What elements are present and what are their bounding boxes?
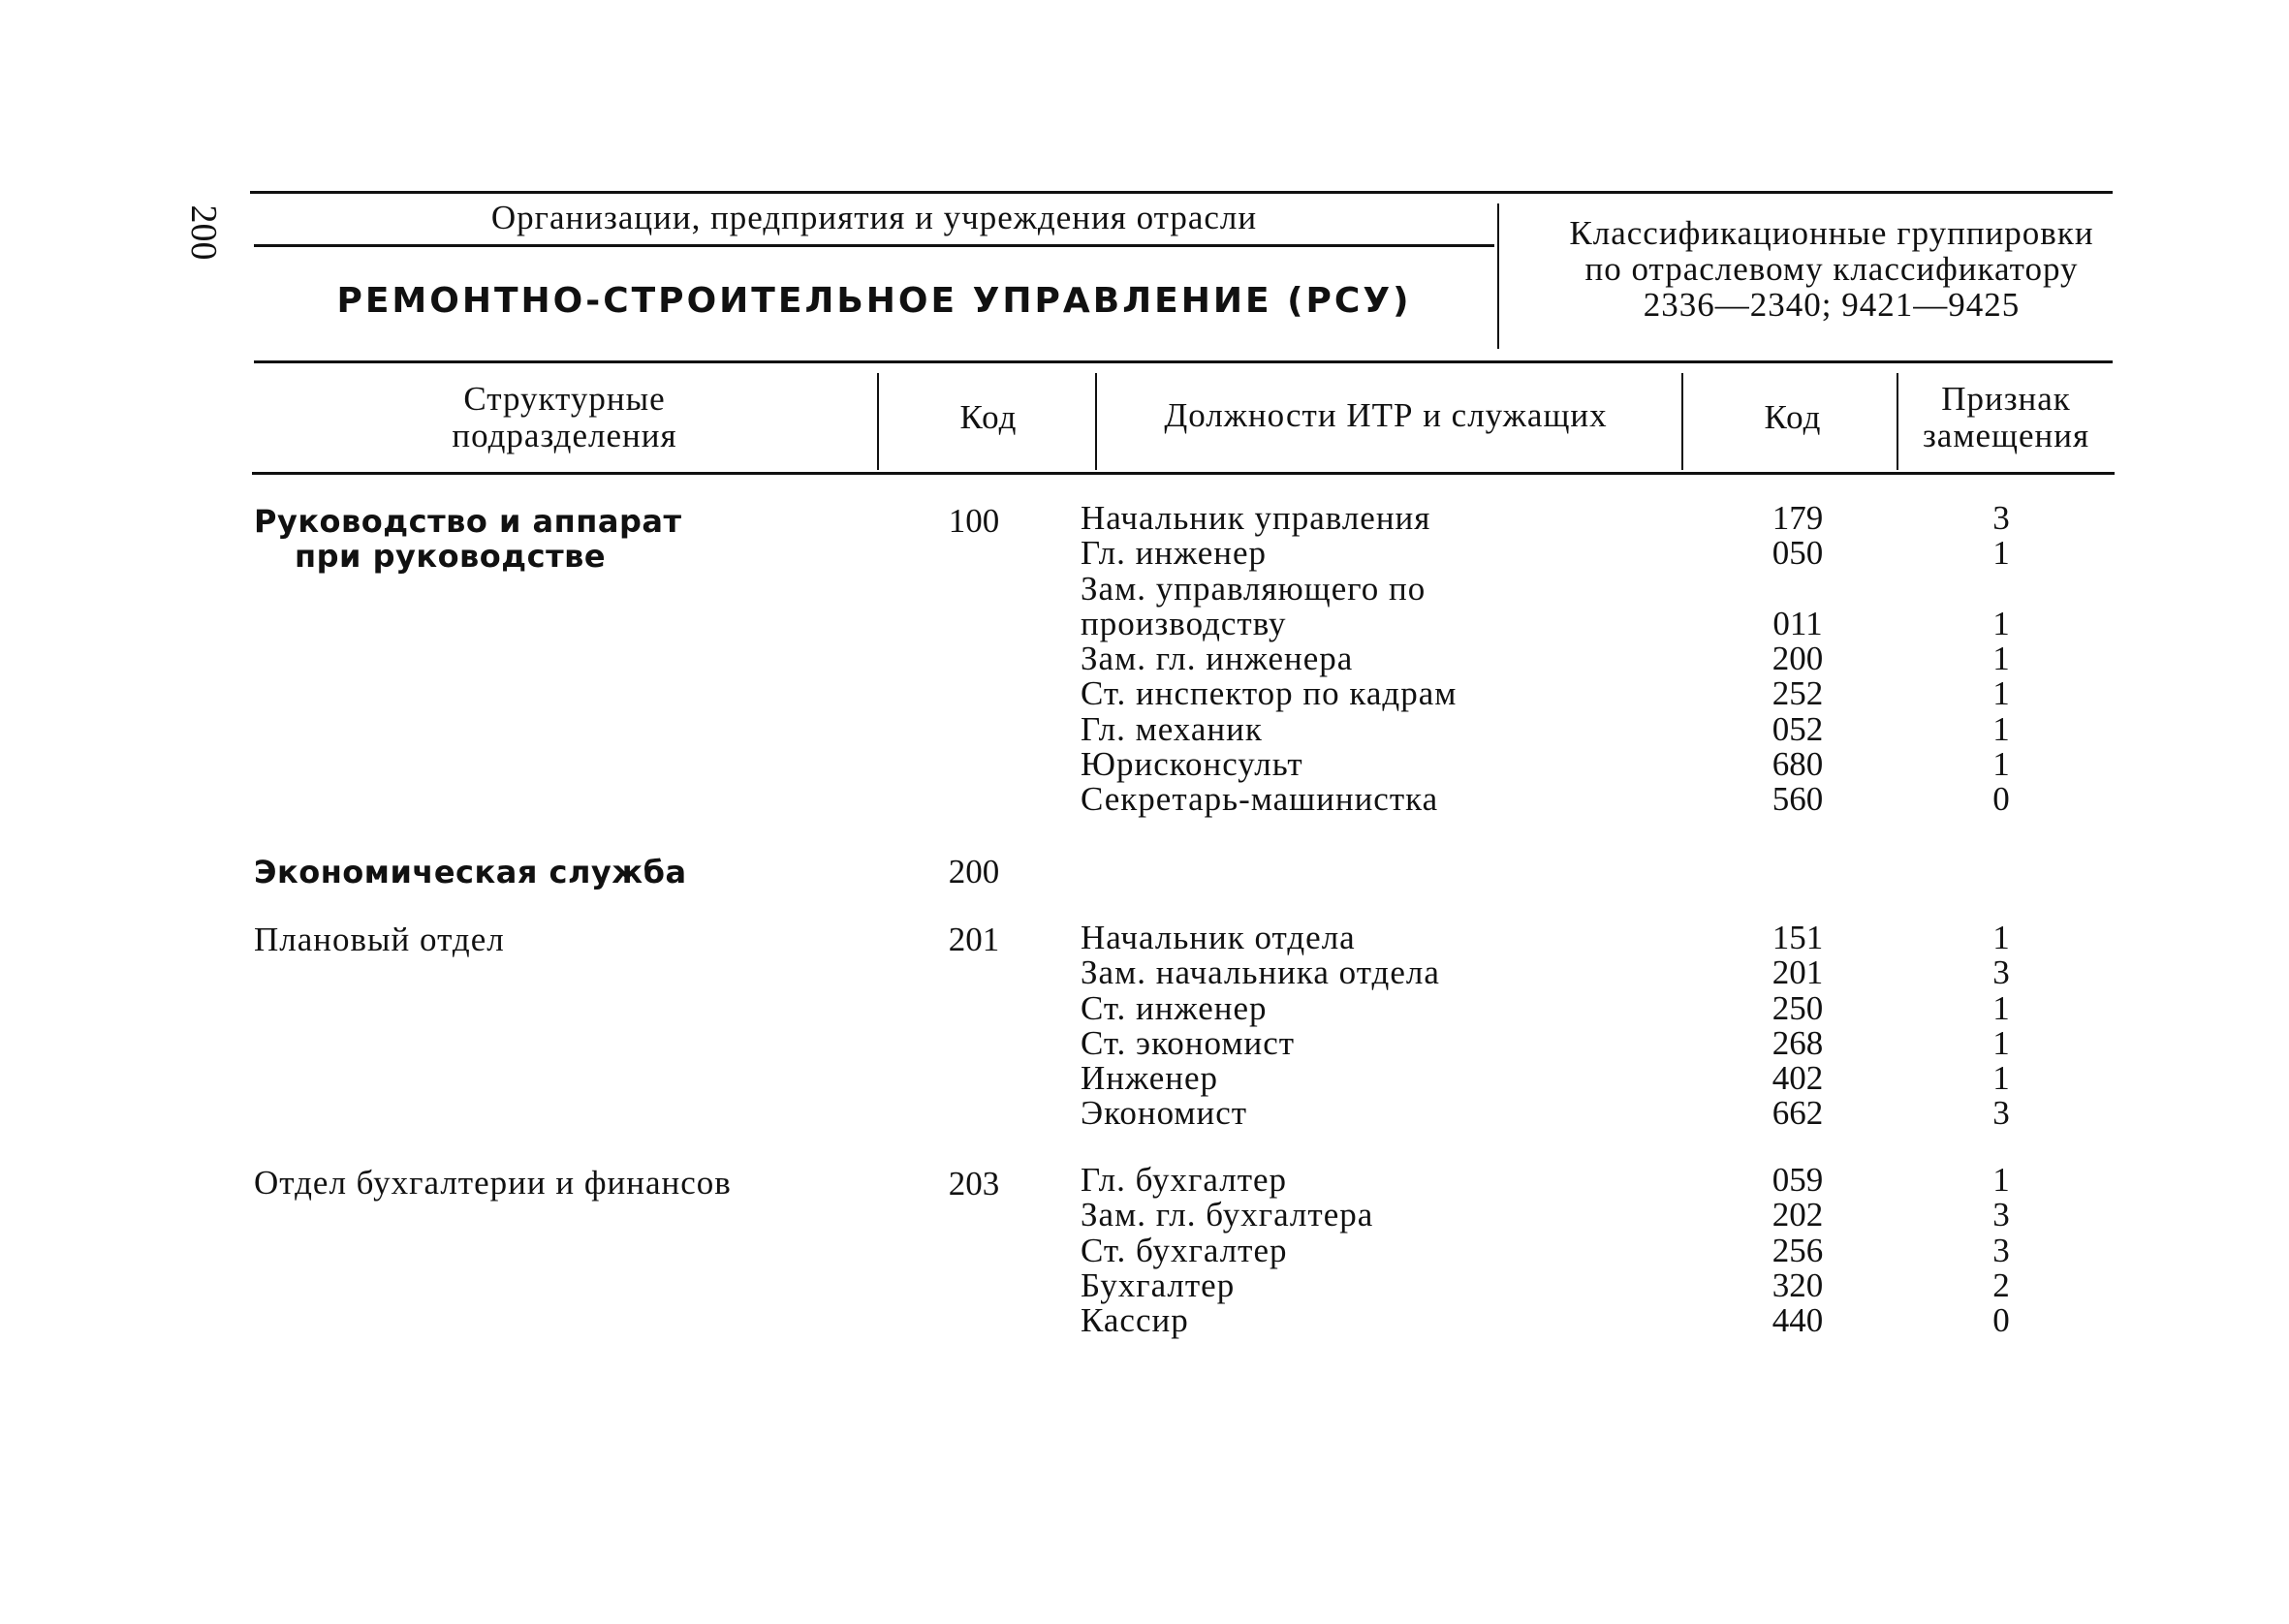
position-code: 202 (1772, 1196, 1824, 1234)
position-code: 662 (1772, 1094, 1824, 1133)
position-code: 200 (1772, 640, 1824, 678)
dept-code: 203 (948, 1165, 1000, 1202)
replacement-sign: 1 (1992, 640, 2010, 678)
position-code: 059 (1772, 1161, 1824, 1199)
col-header-sign: Признак замещения (1922, 380, 2090, 454)
col-header-structure: Структурные подразделения (452, 380, 677, 454)
positions-list (1081, 1163, 1681, 1338)
position-code: 256 (1772, 1231, 1824, 1269)
header-divider (1497, 203, 1499, 349)
replacement-sign (1967, 572, 2035, 607)
replacement-sign: 1 (1992, 534, 2010, 573)
classif-line-2: по отраслевому классификатору (1584, 250, 2079, 288)
replacement-sign: 3 (1992, 1231, 2010, 1269)
classif-line-1: Классификационные группировки (1569, 214, 2094, 252)
position-code: 268 (1772, 1023, 1824, 1062)
position-name: Зам. управляющего по (1081, 569, 1427, 608)
dept-name-line-2: при руководстве (295, 538, 607, 575)
table-top-rule (254, 360, 2113, 363)
org-caption: Организации, предприятия и учреждения отрасли (490, 199, 1258, 236)
col-divider-1 (877, 373, 879, 470)
replacement-sign: 3 (1992, 1196, 2010, 1234)
position-code (1744, 572, 1851, 607)
replacement-sign: 2 (1992, 1265, 2010, 1304)
position-code: 052 (1772, 709, 1824, 748)
replacement-sign: 1 (1992, 1161, 2010, 1199)
table-header-rule (252, 472, 2115, 475)
org-name: РЕМОНТНО-СТРОИТЕЛЬНОЕ УПРАВЛЕНИЕ (РСУ) (336, 281, 1412, 321)
replacement-sign: 3 (1992, 499, 2010, 537)
position-name: Инженер (1081, 1059, 1219, 1098)
replacement-signs (1967, 1163, 2035, 1338)
position-name: Гл. механик (1081, 709, 1263, 748)
position-code: 560 (1772, 780, 1824, 819)
replacement-sign: 1 (1992, 604, 2010, 642)
position-name: Кассир (1081, 1301, 1189, 1340)
dept-management (254, 504, 855, 574)
position-codes (1744, 921, 1851, 1132)
position-code: 252 (1772, 674, 1824, 713)
page-number: 200 (183, 204, 224, 261)
classification-groups (1531, 215, 2132, 323)
org-caption-rule (254, 244, 1494, 247)
position-name: Гл. инженер (1081, 534, 1268, 573)
position-code: 179 (1772, 499, 1824, 537)
dept-planning: Плановый отдел (254, 921, 505, 958)
col-header-pos-code: Код (1764, 398, 1822, 436)
position-name: Юрисконсульт (1081, 745, 1303, 784)
top-rule (250, 191, 2113, 194)
replacement-sign: 3 (1992, 953, 2010, 992)
position-code: 440 (1772, 1301, 1824, 1340)
replacement-sign: 0 (1992, 780, 2010, 819)
position-codes (1744, 1163, 1851, 1338)
replacement-sign: 1 (1992, 745, 2010, 784)
position-name: производству (1081, 604, 1287, 642)
dept-accounting: Отдел бухгалтерии и финансов (254, 1164, 732, 1202)
position-name: Начальник управления (1081, 499, 1431, 537)
position-name: Секретарь-машинистка (1081, 780, 1439, 819)
position-name: Начальник отдела (1081, 919, 1356, 956)
position-code: 011 (1772, 604, 1823, 642)
position-name: Зам. начальника отдела (1081, 953, 1440, 992)
replacement-sign: 1 (1992, 709, 2010, 748)
col-divider-4 (1897, 373, 1898, 470)
position-name: Ст. инженер (1081, 988, 1268, 1027)
replacement-sign: 1 (1992, 1023, 2010, 1062)
replacement-sign: 0 (1992, 1301, 2010, 1340)
position-name: Зам. гл. инженера (1081, 640, 1354, 678)
replacement-sign: 1 (1992, 919, 2010, 956)
replacement-sign: 1 (1992, 1059, 2010, 1098)
position-code: 320 (1772, 1265, 1824, 1304)
position-code: 402 (1772, 1059, 1824, 1098)
position-code: 680 (1772, 745, 1824, 784)
col-divider-3 (1681, 373, 1683, 470)
col-header-dept-code: Код (959, 398, 1018, 436)
dept-code: 201 (948, 921, 1000, 958)
position-codes (1744, 501, 1851, 818)
position-code: 050 (1772, 534, 1824, 573)
dept-code: 200 (948, 853, 1000, 890)
position-name: Ст. экономист (1081, 1023, 1296, 1062)
position-name: Гл. бухгалтер (1081, 1161, 1288, 1199)
replacement-signs (1967, 921, 2035, 1132)
replacement-signs (1967, 501, 2035, 818)
position-code: 250 (1772, 988, 1824, 1027)
col-divider-2 (1095, 373, 1097, 470)
position-name: Ст. инспектор по кадрам (1081, 674, 1458, 713)
dept-code: 100 (948, 502, 1000, 540)
position-name: Бухгалтер (1081, 1265, 1236, 1304)
dept-economic-service: Экономическая служба (254, 854, 687, 890)
position-code: 201 (1772, 953, 1824, 992)
position-name: Ст. бухгалтер (1081, 1231, 1288, 1269)
position-name: Экономист (1081, 1094, 1248, 1133)
replacement-sign: 1 (1992, 988, 2010, 1027)
position-name: Зам. гл. бухгалтера (1081, 1196, 1374, 1234)
positions-list (1081, 921, 1681, 1132)
replacement-sign: 3 (1992, 1094, 2010, 1133)
col-header-positions: Должности ИТР и служащих (1164, 396, 1608, 434)
positions-list (1081, 501, 1681, 818)
classif-line-3: 2336—2340; 9421—9425 (1643, 286, 2021, 324)
position-code: 151 (1772, 919, 1824, 956)
dept-name-line-1: Руководство и аппарат (254, 503, 682, 540)
replacement-sign: 1 (1992, 674, 2010, 713)
